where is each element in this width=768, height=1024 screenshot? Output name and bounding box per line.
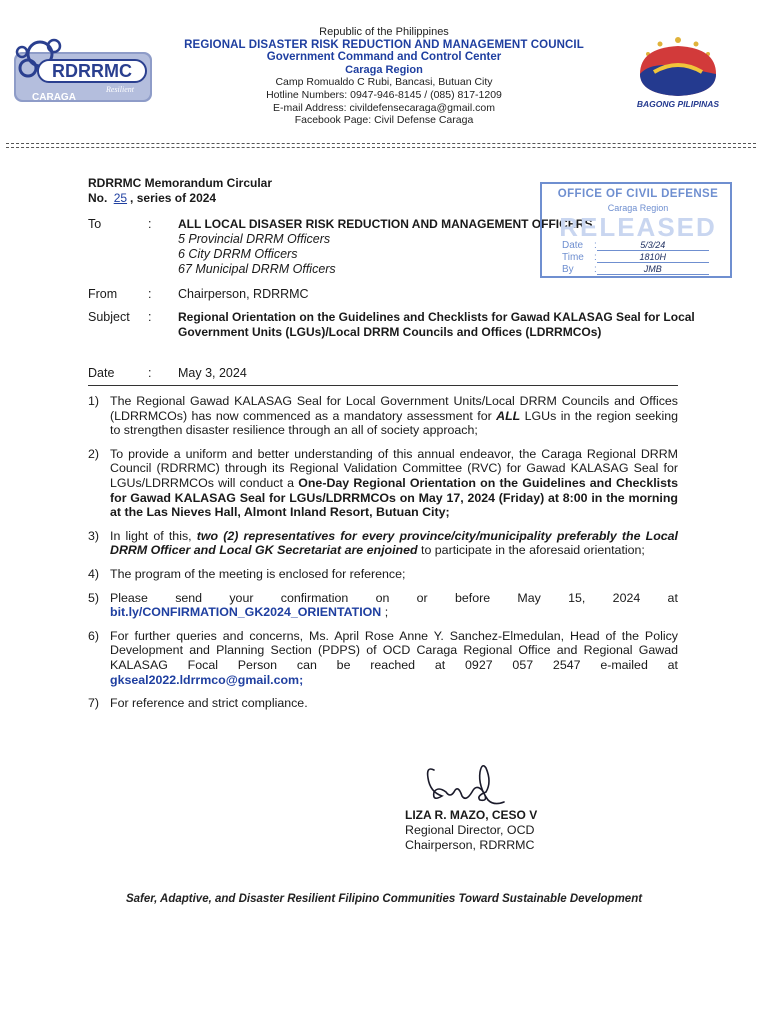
released-stamp <box>540 182 732 278</box>
stamp-time-row: Time : 1810H <box>562 252 730 263</box>
paragraph-3-number: 3) <box>88 528 100 543</box>
paragraph-3 <box>88 529 678 558</box>
to-line-3: 67 Municipal DRRM Officers <box>178 262 336 276</box>
signatory-title-2: Chairperson, RDRRMC <box>405 838 535 852</box>
from-label: From <box>88 287 118 301</box>
paragraph-1-text-b: ALL <box>496 408 521 423</box>
logo-left-text: RDRRMC <box>52 61 132 81</box>
p5-word: at <box>667 590 678 605</box>
paragraph-2-number: 2) <box>88 446 100 461</box>
stamp-status: RELEASED <box>559 212 717 242</box>
header-line-1: Republic of the Philippines <box>319 26 449 38</box>
p5-word: May <box>517 590 541 605</box>
header-line-2: REGIONAL DISASTER RISK REDUCTION AND MANAGEMENT COUNCIL <box>184 38 584 51</box>
stamp-region: Caraga Region <box>607 203 669 213</box>
paragraph-2-text-b: One-Day Regional Orientation on the Guidelines and Checklists for Gawad KALASAG Seal for LGUs/LDRRMCOs on May 17, 2024 (Friday) at 8:00 in the morning at the Las Nieves Hall, Almont Inland Resort, Butuan City; <box>110 475 678 520</box>
bagong-pilipinas-logo <box>620 28 736 110</box>
p5-word: your <box>229 590 254 605</box>
rdrrmc-logo <box>14 38 152 104</box>
paragraph-6-text: For further queries and concerns, Ms. April Rose Anne Y. Sanchez-Elmedulan, Head of the Policy Development and Planning Section (PDPS) of OCD Caraga Regional Office and Regional Gawad KALASAG Focal Person can be reached at 0927 057 2547 e-mailed at <box>110 628 678 672</box>
stamp-time-label: Time <box>562 252 584 263</box>
paragraph-1-number: 1) <box>88 394 100 408</box>
paragraph-4-number: 4) <box>88 566 100 581</box>
paragraph-4-text: The program of the meeting is enclosed for reference; <box>110 566 406 581</box>
subject-colon: : <box>148 310 152 324</box>
signatory-title-1: Regional Director, OCD <box>405 823 535 837</box>
memo-body <box>88 394 678 720</box>
p5-word: send <box>175 590 203 605</box>
date-label: Date <box>88 366 115 380</box>
paragraph-7-number: 7) <box>88 696 100 711</box>
paragraph-5-line-1 <box>110 591 678 606</box>
subject-label: Subject <box>88 310 130 324</box>
p5-word: 15, <box>568 590 586 605</box>
header-line-6: Hotline Numbers: 0947-946-8145 / (085) 817-1209 <box>266 88 502 101</box>
memo-number-value: 25 <box>113 191 128 205</box>
stamp-date-label: Date <box>562 240 584 251</box>
paragraph-5-line-2 <box>110 605 678 620</box>
paragraph-7-text: For reference and strict compliance. <box>110 696 308 711</box>
logo-right-caption: BAGONG PILIPINAS <box>636 99 720 109</box>
contact-email-link[interactable]: gkseal2022.ldrrmco@gmail.com; <box>110 672 304 687</box>
to-main: ALL LOCAL DISASER RISK REDUCTION AND MANAGEMENT OFFICERS <box>178 217 593 231</box>
confirmation-link[interactable]: bit.ly/CONFIRMATION_GK2024_ORIENTATION <box>110 605 382 620</box>
header-line-8: Facebook Page: Civil Defense Caraga <box>294 114 474 127</box>
header-rule <box>88 385 678 386</box>
memo-number-suffix: , series of 2024 <box>130 191 217 205</box>
stamp-date-value: 5/3/24 <box>597 240 709 251</box>
header-line-3: Government Command and Control Center <box>266 51 502 64</box>
date-colon: : <box>148 366 152 380</box>
p5-word: Please <box>110 590 148 605</box>
handwritten-signature <box>420 762 510 808</box>
from-value: Chairperson, RDRRMC <box>178 287 309 301</box>
signatory-name: LIZA R. MAZO, CESO V <box>405 808 538 822</box>
p5-word: 2024 <box>612 590 641 605</box>
paragraph-4 <box>88 567 678 582</box>
to-label: To <box>88 217 102 231</box>
from-colon: : <box>148 287 152 301</box>
stamp-office: OFFICE OF CIVIL DEFENSE <box>557 188 719 200</box>
paragraph-2 <box>88 447 678 520</box>
footer-tagline: Safer, Adaptive, and Disaster Resilient Filipino Communities Toward Sustainable Development <box>125 893 643 905</box>
letterhead <box>150 26 618 127</box>
to-colon: : <box>148 217 152 231</box>
stamp-time-value: 1810H <box>597 252 709 263</box>
paragraph-6 <box>88 629 678 687</box>
paragraph-1-text-a: The Regional Gawad KALASAG Seal for Local Government Units/Local DRRM Councils and Offices (LDRRMCOs) has now commenced as a mandatory assessment for <box>110 394 678 423</box>
paragraph-3-text-c: to participate in the aforesaid orientation; <box>417 543 645 558</box>
paragraph-3-text-a: In light of this, <box>110 528 197 543</box>
to-line-2: 6 City DRRM Officers <box>178 247 298 261</box>
p5-word: confirmation <box>280 590 349 605</box>
to-line-1: 5 Provincial DRRM Officers <box>178 232 331 246</box>
paragraph-2-text-a: To provide a uniform and better understanding of this annual endeavor, the Caraga Regional DRRM Council (RDRRMC) through its Regional Validation Committee (RVC) for Gawad KALASAG Seal for LGUs/LDRRMCOs will conduct a <box>110 446 678 490</box>
memo-number <box>88 191 216 206</box>
header-line-5: Camp Romualdo C Rubi, Bancasi, Butuan City <box>275 76 493 89</box>
p5-word: before <box>454 590 491 605</box>
stamp-by-row: By : JMB <box>562 264 730 275</box>
stamp-by-value: JMB <box>597 264 709 275</box>
paragraph-3-text-b: two (2) representatives for every province/city/municipality preferably the Local DRRM Officer and Local GK Secretariat are enjoined <box>110 528 678 558</box>
p5-word: or <box>416 590 428 605</box>
logo-left-small: Resilient <box>106 85 134 94</box>
paragraph-6-number: 6) <box>88 628 100 643</box>
paragraph-7 <box>88 696 678 711</box>
header-separator <box>6 143 756 148</box>
paragraph-5-number: 5) <box>88 590 100 605</box>
paragraph-5-end: ; <box>381 605 389 620</box>
logo-left-sub: CARAGA <box>32 92 76 103</box>
memo-number-prefix: No. <box>88 191 108 205</box>
stamp-by-label: By <box>562 264 574 275</box>
header-line-7: E-mail Address: civildefensecaraga@gmail.com <box>273 101 495 114</box>
paragraph-5 <box>88 591 678 620</box>
memo-title: RDRRMC Memorandum Circular <box>88 176 273 190</box>
subject-value: Regional Orientation on the Guidelines and Checklists for Gawad KALASAG Seal for Local Government Units (LGUs)/Local DRRM Councils and Offices (LDRRMCOs) <box>178 310 695 339</box>
stamp-date-row: Date : 5/3/24 <box>562 240 730 251</box>
p5-word: on <box>375 590 390 605</box>
paragraph-1 <box>88 394 678 438</box>
paragraph-1-text-c: LGUs in the region seeking to strengthen disaster resilience through an all of society approach; <box>110 408 679 438</box>
date-value: May 3, 2024 <box>178 366 247 380</box>
header-line-4: Caraga Region <box>345 63 423 76</box>
